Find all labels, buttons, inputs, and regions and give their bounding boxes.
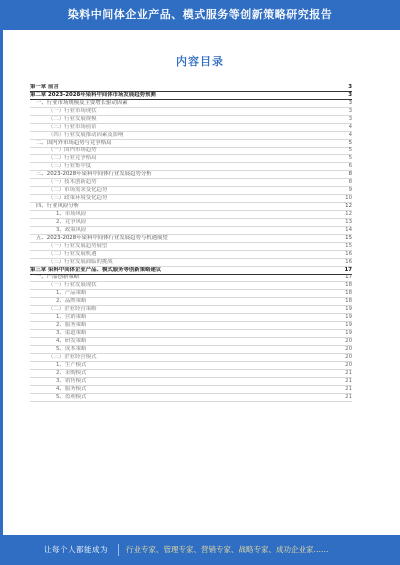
toc-entry[interactable] — [30, 290, 352, 298]
toc-entry-page: 21 — [345, 377, 352, 384]
toc-entry-page: 18 — [345, 282, 352, 289]
toc-entry-title: 2、品牌策略 — [56, 298, 87, 305]
toc-entry-page: 19 — [345, 306, 352, 313]
toc-entry-title: 4、服务模式 — [56, 385, 87, 392]
toc-entry-page: 9 — [348, 187, 352, 194]
toc-entry-page: 21 — [345, 369, 352, 376]
toc-entry-title: 1、生产模式 — [56, 361, 87, 368]
toc-entry-page: 19 — [345, 330, 352, 336]
toc-entry-title: 第二章 2023-2028年染料中间体市场发展趋势预测 — [30, 91, 156, 98]
toc-entry-page: 14 — [345, 226, 352, 233]
toc-entry-title: 4、研发策略 — [56, 337, 87, 344]
toc-entry[interactable] — [30, 203, 352, 211]
toc-entry-title: 2、竞争风险 — [56, 218, 87, 225]
toc-entry-page: 6 — [348, 163, 352, 170]
toc-entry-title: 1、市场风险 — [56, 210, 87, 217]
toc-entry-title: （二）市场需求变化趋势 — [48, 187, 108, 194]
toc-entry-page: 20 — [345, 337, 352, 344]
toc-entry-page: 15 — [345, 234, 352, 241]
toc-entry-page: 12 — [345, 210, 352, 217]
toc-entry[interactable] — [30, 163, 352, 171]
toc-entry[interactable] — [30, 100, 352, 108]
toc-entry[interactable] — [30, 84, 352, 92]
toc-entry[interactable] — [30, 179, 352, 187]
toc-entry-title: 五、2023-2028年染料中间体行业发展趋势与机遇展望 — [36, 234, 168, 241]
toc-entry-title: 5、成本策略 — [56, 345, 87, 352]
footer-divider — [118, 544, 119, 556]
toc-entry-page: 18 — [345, 290, 352, 297]
toc-entry-page: 3 — [348, 107, 352, 114]
toc-entry-title: （三）行业集中度 — [48, 163, 92, 170]
toc-entry[interactable] — [30, 219, 352, 227]
toc-entry-page: 4 — [348, 131, 352, 138]
toc-entry[interactable] — [30, 155, 352, 163]
toc-entry-title: 1、产品策略 — [56, 290, 87, 297]
toc-entry-title: （一）国内市场趋势 — [48, 147, 97, 154]
toc-entry-page: 10 — [345, 195, 352, 202]
toc-entry[interactable] — [30, 235, 352, 243]
toc-entry[interactable] — [30, 338, 352, 346]
toc-entry[interactable] — [30, 227, 352, 235]
toc-entry-title: （三）行业发展面临的挑战 — [48, 258, 113, 265]
toc-entry-title: （三）企业经营模式 — [48, 353, 97, 360]
toc-entry-title: （一）行业发展趋势展望 — [48, 242, 108, 249]
toc-entry[interactable] — [30, 187, 352, 195]
toc-entry-title: 一、产品创新策略 — [36, 274, 80, 281]
toc-entry-title: （二）行业发展规模 — [48, 115, 97, 122]
side-accent-stripe — [0, 30, 3, 535]
toc-entry-page: 17 — [345, 274, 352, 281]
toc-entry-page: 3 — [348, 115, 352, 122]
toc-entry-title: 2、服务策略 — [56, 322, 87, 329]
header-bar — [0, 0, 400, 30]
toc-entry-title: （一）技术创新趋势 — [48, 179, 97, 186]
footer-slogan-right: 行业专家、管理专家、营销专家、战略专家、成功企业家…… — [126, 545, 329, 554]
toc-entry[interactable] — [30, 298, 352, 306]
toc-entry[interactable] — [30, 282, 352, 290]
toc-entry-page: 17 — [344, 266, 352, 273]
toc-entry[interactable] — [30, 171, 352, 179]
toc-entry-title: （二）行业发展机遇 — [48, 250, 97, 257]
footer-bar — [0, 535, 400, 565]
toc-entry-title: 5、盈利模式 — [56, 393, 87, 400]
toc-entry-title: 2、采购模式 — [56, 369, 87, 376]
toc-entry-title: 第三章 染料中间体企业产品、模式服务等创新策略建议 — [30, 266, 162, 273]
toc-entry-page: 20 — [345, 353, 352, 360]
toc-entry-title: （一）行业发展现状 — [48, 282, 97, 289]
toc-entry-page: 8 — [348, 179, 352, 186]
toc-entry-title: （二）企业经营策略 — [48, 306, 97, 313]
toc-entry-page: 21 — [345, 385, 352, 392]
toc-entry-page: 3 — [348, 83, 352, 90]
toc-entry-title: （二）行业竞争格局 — [48, 155, 97, 162]
toc-entry[interactable] — [30, 259, 352, 267]
toc-entry[interactable] — [30, 148, 352, 156]
toc-entry[interactable] — [30, 306, 352, 314]
toc-entry[interactable] — [30, 370, 352, 378]
toc-entry-page: 5 — [348, 155, 352, 162]
toc-entry-page: 20 — [345, 345, 352, 352]
toc-entry-page: 4 — [348, 123, 352, 130]
toc-entry[interactable] — [30, 124, 352, 132]
toc-entry-title: 3、政策风险 — [56, 226, 87, 233]
toc-entry-title: （一）行业市场现状 — [48, 107, 97, 114]
toc-entry[interactable] — [30, 195, 352, 203]
toc-entry[interactable] — [30, 346, 352, 354]
toc-entry-page: 13 — [345, 218, 352, 225]
toc-entry-title: 1、营销策略 — [56, 314, 87, 321]
toc-entry-title: （四）行业发展推动因素及影响 — [48, 131, 124, 138]
toc-entry[interactable] — [30, 211, 352, 219]
toc-entry-page: 3 — [348, 91, 352, 98]
toc-entry[interactable] — [30, 267, 352, 275]
toc-entry[interactable] — [30, 322, 352, 330]
toc-entry[interactable] — [30, 275, 352, 283]
toc-entry[interactable] — [30, 251, 352, 259]
toc-entry-title: 第一章 前言 — [30, 83, 59, 90]
toc-entry[interactable] — [30, 394, 352, 402]
toc-entry-page: 5 — [348, 147, 352, 154]
toc-entry-page: 19 — [345, 322, 352, 329]
toc-entry[interactable] — [30, 116, 352, 124]
toc-entry-page: 15 — [345, 242, 352, 249]
toc-entry-page: 5 — [348, 139, 352, 146]
toc-entry-title: 3、销售模式 — [56, 377, 87, 384]
toc-entry-title: （三）行业市场前景 — [48, 123, 97, 130]
toc-entry-page: 19 — [345, 314, 352, 321]
toc-entry-title: 二、国内外市场趋势与竞争格局 — [36, 139, 112, 146]
toc-entry[interactable] — [30, 330, 352, 338]
toc-entry-title: 四、行业风险分析 — [36, 203, 80, 209]
toc-entry-page: 16 — [345, 258, 352, 265]
toc-entry[interactable] — [30, 92, 352, 100]
toc-entry-page: 8 — [348, 171, 352, 178]
report-title: 染料中间体企业产品、模式服务等创新策略研究报告 — [67, 8, 333, 21]
toc-entry-page: 12 — [345, 203, 352, 209]
toc-entry[interactable] — [30, 243, 352, 251]
toc-entry[interactable] — [30, 362, 352, 370]
toc-entry-page: 18 — [345, 298, 352, 305]
toc-entry-page: 3 — [348, 99, 352, 106]
toc-entry-title: 一、行业市场规模及主要增长驱动因素 — [36, 99, 128, 106]
toc-entry-title: 3、渠道策略 — [56, 330, 87, 336]
toc-entry-page: 20 — [345, 361, 352, 368]
toc-heading: 内容目录 — [176, 55, 224, 68]
toc-entry[interactable] — [30, 132, 352, 140]
toc-entry[interactable] — [30, 314, 352, 322]
toc-entry[interactable] — [30, 378, 352, 386]
toc-entry-page: 16 — [345, 250, 352, 257]
toc-entry-title: （三）政策环境变化趋势 — [48, 195, 108, 202]
toc-entry[interactable] — [30, 386, 352, 394]
toc-entry-title: 三、2023-2028年染料中间体行业发展趋势分析 — [36, 171, 152, 178]
footer-slogan-left: 让每个人都能成为 — [44, 545, 108, 554]
toc-entry-page: 21 — [345, 393, 352, 400]
table-of-contents — [30, 84, 352, 402]
toc-entry[interactable] — [30, 354, 352, 362]
toc-entry[interactable] — [30, 140, 352, 148]
toc-entry[interactable] — [30, 108, 352, 116]
